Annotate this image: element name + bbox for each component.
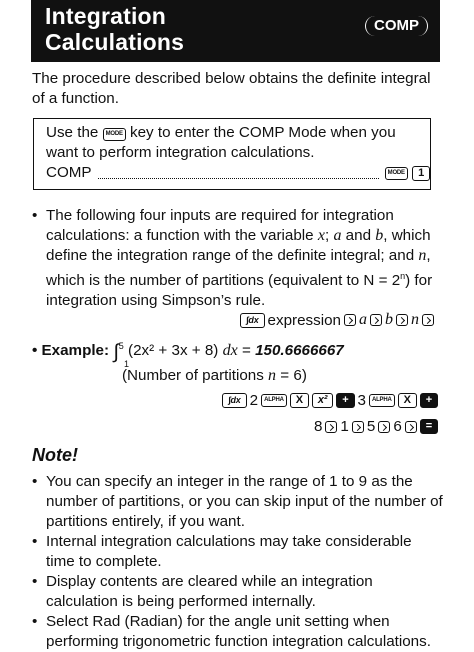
result-value: 150.6666667	[255, 342, 344, 360]
equals-key-icon: =	[420, 419, 438, 434]
partitions-note: (Number of partitions n = 6)	[122, 367, 307, 385]
instruction-box	[33, 118, 431, 190]
box-text: Use the MODE key to enter the COMP Mode when you want to perform integration calculations.	[46, 124, 396, 161]
arrow-right-key-icon	[325, 421, 337, 433]
x-key-icon: X	[290, 393, 309, 408]
arrow-right-key-icon	[378, 421, 390, 433]
plus-key-icon: +	[336, 393, 354, 408]
x-key-icon: X	[398, 393, 417, 408]
dot-leader	[98, 168, 379, 179]
arrow-right-key-icon	[396, 314, 408, 326]
close-paren-key-icon	[405, 421, 417, 433]
note-heading: Note!	[32, 445, 78, 465]
list-item: • The following four inputs are required for integration calculations: a function with the variable x; a and b, which define the integration range of the definite integral; and n, which is the number of partitions (equivalent to $N = 2^n$) for integration using Simpson’s rule.	[32, 207, 433, 310]
key-sequence-1: ∫dx 2 ALPHA X x² + 3 ALPHA X +	[222, 392, 438, 409]
arrow-right-key-icon	[344, 314, 356, 326]
list-item: • Internal integration calculations may take considerable time to complete.	[32, 533, 412, 570]
integral-key-icon: ∫dx	[240, 313, 264, 328]
list-item: • Select Rad (Radian) for the angle unit setting when performing trigonometric function integration calculations.	[32, 613, 431, 650]
arrow-right-key-icon	[370, 314, 382, 326]
list-item: • Display contents are cleared while an integration calculation is being performed internally.	[32, 573, 373, 610]
expression-key-row: ∫dx expression a b n	[240, 311, 434, 329]
list-item: • You can specify an integer in the range of 1 to 9 as the number of partitions, or you can skip input of the number of partitions entirely, if you want.	[32, 473, 443, 530]
title-line-2: Calculations	[45, 29, 185, 55]
mode-key-icon: MODE	[385, 167, 408, 180]
intro-text: The procedure described below obtains the definite integral of a function.	[32, 70, 431, 107]
close-paren-key-icon	[422, 314, 434, 326]
example-line: • Example: ∫$^5$ (2x² + 3x + 8) dx = 150.6666667	[32, 341, 344, 364]
alpha-key-icon: ALPHA	[261, 394, 287, 407]
comp-mode-badge: COMP	[365, 16, 428, 36]
example-block	[32, 336, 444, 386]
title-line-1: Integration	[45, 3, 167, 29]
plus-key-icon: +	[420, 393, 438, 408]
key-1-icon: 1	[412, 166, 430, 181]
integral-lower-bound: 1	[124, 359, 130, 370]
mode-key-icon: MODE	[103, 128, 126, 141]
page-title	[45, 3, 184, 55]
note-list	[32, 472, 444, 652]
section-header	[31, 0, 440, 62]
comp-line: COMP MODE 1	[46, 163, 430, 183]
bullet-list-1	[32, 206, 444, 311]
integral-sign-icon: ∫	[113, 341, 119, 364]
integral-key-icon: ∫dx	[222, 393, 246, 408]
x-squared-key-icon: x²	[312, 393, 333, 408]
alpha-key-icon: ALPHA	[369, 394, 395, 407]
key-sequence-2: 8 1 5 6 =	[314, 418, 438, 435]
arrow-right-key-icon	[352, 421, 364, 433]
